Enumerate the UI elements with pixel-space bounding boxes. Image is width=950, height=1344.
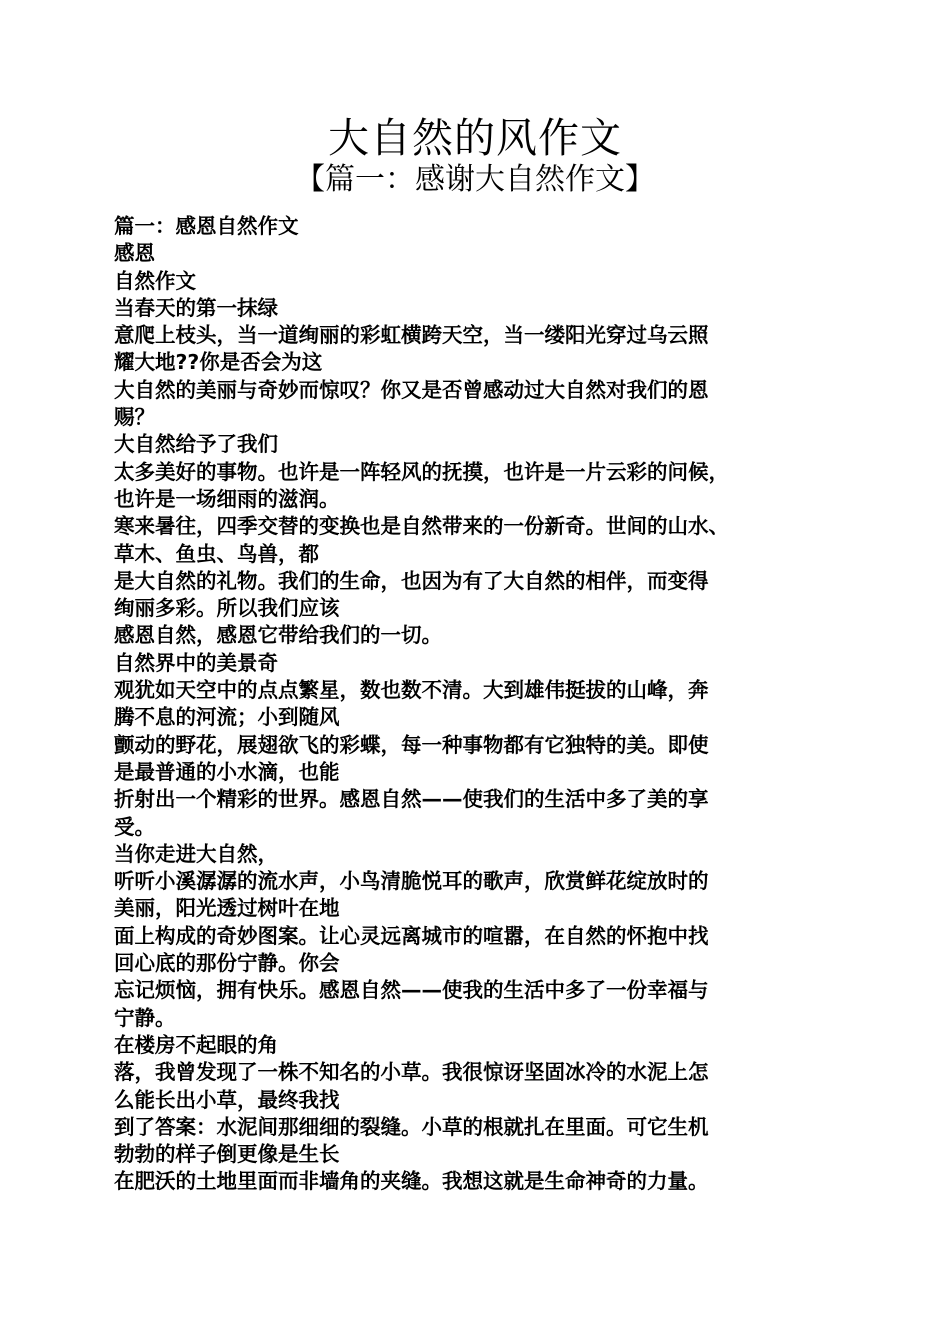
body-line: 折射出一个精彩的世界。感恩自然——使我们的生活中多了美的享 xyxy=(114,787,709,812)
body-line: 回心底的那份宁静。你会 xyxy=(114,951,340,976)
body-line: 到了答案：水泥间那细细的裂缝。小草的根就扎在里面。可它生机 xyxy=(114,1114,709,1139)
body-line: 草木、鱼虫、鸟兽，都 xyxy=(114,541,319,566)
body-line: 当春天的第一抹绿 xyxy=(114,295,278,320)
body-line: 自然界中的美景奇 xyxy=(114,650,278,675)
body-line: 么能长出小草，最终我找 xyxy=(114,1087,340,1112)
body-line: 在楼房不起眼的角 xyxy=(114,1032,278,1057)
body-line: 腾不息的河流；小到随风 xyxy=(114,705,340,730)
body-line: 受。 xyxy=(114,814,155,839)
body-line: 观犹如天空中的点点繁星，数也数不清。大到雄伟挺拔的山峰，奔 xyxy=(114,678,709,703)
body-line: 是大自然的礼物。我们的生命，也因为有了大自然的相伴，而变得 xyxy=(114,568,709,593)
body-line: 大自然给予了我们 xyxy=(114,432,278,457)
body-line: 美丽，阳光透过树叶在地 xyxy=(114,896,340,921)
document-body xyxy=(114,213,830,1196)
body-line: 是最普通的小水滴，也能 xyxy=(114,759,340,784)
body-line: 颤动的野花，展翅欲飞的彩蝶，每一种事物都有它独特的美。即使 xyxy=(114,732,709,757)
body-line: 落，我曾发现了一株不知名的小草。我很惊讶坚固冰冷的水泥上怎 xyxy=(114,1060,709,1085)
body-line: 感恩自然，感恩它带给我们的一切。 xyxy=(114,623,442,648)
body-line: 寒来暑往，四季交替的变换也是自然带来的一份新奇。世间的山水、 xyxy=(114,514,729,539)
body-line: 意爬上枝头，当一道绚丽的彩虹横跨天空，当一缕阳光穿过乌云照 xyxy=(114,323,709,348)
body-line: 当你走进大自然， xyxy=(114,841,278,866)
body-line: 大自然的美丽与奇妙而惊叹？你又是否曾感动过大自然对我们的恩 xyxy=(114,377,709,402)
body-line: 宁静。 xyxy=(114,1005,176,1030)
body-line: 耀大地??你是否会为这 xyxy=(114,350,323,375)
body-line: 忘记烦恼，拥有快乐。感恩自然——使我的生活中多了一份幸福与 xyxy=(114,978,709,1003)
body-line: 勃勃的样子倒更像是生长 xyxy=(114,1142,340,1167)
body-line: 赐？ xyxy=(114,405,155,430)
body-line: 也许是一场细雨的滋润。 xyxy=(114,486,340,511)
document-subtitle: 【篇一：感谢大自然作文】 xyxy=(295,162,655,197)
body-line: 篇一：感恩自然作文 xyxy=(114,214,299,238)
body-line: 太多美好的事物。也许是一阵轻风的抚摸，也许是一片云彩的问候， xyxy=(114,459,729,484)
body-line: 听听小溪潺潺的流水声，小鸟清脆悦耳的歌声，欣赏鲜花绽放时的 xyxy=(114,869,709,894)
body-line: 面上构成的奇妙图案。让心灵远离城市的喧嚣，在自然的怀抱中找 xyxy=(114,923,709,948)
body-line: 感恩 xyxy=(114,241,155,266)
body-line: 绚丽多彩。所以我们应该 xyxy=(114,596,340,621)
body-line: 在肥沃的土地里面而非墙角的夹缝。我想这就是生命神奇的力量。 xyxy=(114,1169,709,1194)
body-line: 自然作文 xyxy=(114,268,196,293)
document-title: 大自然的风作文 xyxy=(328,114,622,162)
